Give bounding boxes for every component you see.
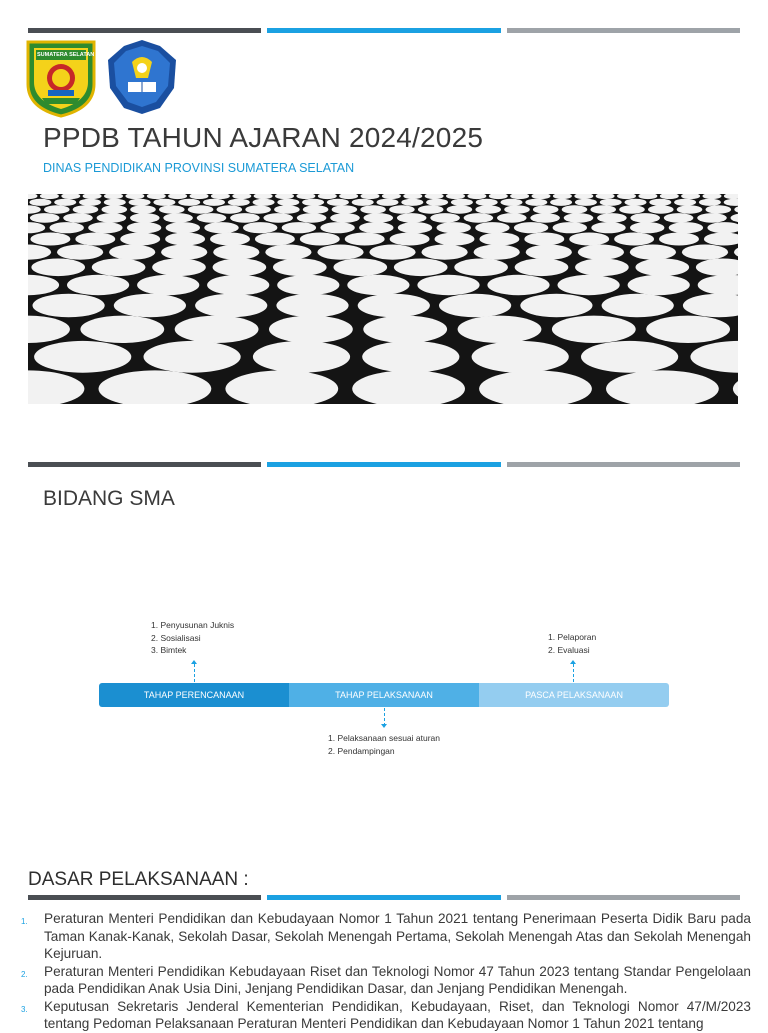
decorative-disc bbox=[161, 245, 207, 260]
decorative-disc bbox=[591, 222, 625, 233]
decorative-disc bbox=[137, 275, 199, 295]
section-accent-bar bbox=[28, 462, 740, 467]
decorative-disc bbox=[390, 233, 430, 246]
decorative-disc bbox=[203, 199, 225, 206]
decorative-disc bbox=[228, 199, 250, 206]
decorative-disc bbox=[130, 205, 156, 213]
decorative-disc bbox=[474, 245, 520, 260]
decorative-disc bbox=[320, 222, 354, 233]
decorative-disc bbox=[255, 233, 295, 246]
decorative-disc bbox=[127, 222, 161, 233]
decorative-disc bbox=[600, 199, 622, 206]
section-title-bidang-sma: BIDANG SMA bbox=[43, 487, 175, 510]
decorative-disc bbox=[649, 199, 671, 206]
note-item: 1. Pelaksanaan sesuai aturan bbox=[328, 733, 440, 743]
note-item: 2. Pendampingan bbox=[328, 745, 395, 756]
decorative-disc bbox=[558, 275, 620, 295]
decorative-disc bbox=[659, 233, 699, 246]
decorative-disc bbox=[359, 222, 393, 233]
decorative-disc bbox=[130, 213, 160, 223]
stage-perencanaan: TAHAP PERENCANAAN bbox=[99, 683, 289, 707]
decorative-disc bbox=[210, 233, 250, 246]
decorative-disc bbox=[475, 222, 509, 233]
decorative-disc bbox=[682, 245, 728, 260]
decorative-disc bbox=[114, 294, 186, 318]
decorative-disc bbox=[614, 233, 654, 246]
decorative-disc bbox=[520, 294, 592, 318]
decorative-disc bbox=[524, 233, 564, 246]
list-number: 1. bbox=[21, 917, 28, 926]
note-item: 2. Evaluasi bbox=[548, 644, 590, 655]
decorative-disc bbox=[243, 222, 277, 233]
decorative-disc bbox=[401, 199, 423, 206]
decorative-disc bbox=[358, 294, 430, 318]
decorative-disc bbox=[73, 205, 99, 213]
decorative-disc bbox=[175, 316, 259, 343]
emblem-left-text: SUMATERA SELATAN bbox=[37, 52, 95, 58]
note-item: 3. Bimtek bbox=[151, 645, 187, 655]
decorative-disc bbox=[282, 222, 316, 233]
decorative-disc bbox=[29, 199, 51, 206]
decorative-disc bbox=[330, 213, 360, 223]
decorative-disc bbox=[277, 275, 339, 295]
decorative-disc bbox=[674, 199, 696, 206]
decorative-disc bbox=[454, 259, 508, 277]
decorative-disc bbox=[97, 213, 127, 223]
decorative-disc bbox=[263, 213, 293, 223]
decorative-disc bbox=[418, 205, 444, 213]
decorative-disc bbox=[317, 245, 363, 260]
dasar-list bbox=[0, 910, 768, 1033]
decorative-disc bbox=[152, 259, 206, 277]
decorative-disc bbox=[630, 245, 676, 260]
list-number: 3. bbox=[21, 1004, 28, 1014]
decorative-disc bbox=[345, 233, 385, 246]
decorative-disc bbox=[479, 233, 519, 246]
decorative-disc bbox=[630, 222, 664, 233]
decorative-disc bbox=[435, 233, 475, 246]
decorative-disc bbox=[265, 245, 311, 260]
slide-subtitle: DINAS PENDIDIKAN PROVINSI SUMATERA SELATAN bbox=[43, 161, 355, 175]
decorative-disc bbox=[487, 275, 549, 295]
decorative-disc bbox=[195, 294, 267, 318]
decorative-disc bbox=[204, 222, 238, 233]
decorative-disc bbox=[159, 205, 185, 213]
decorative-disc bbox=[274, 205, 300, 213]
decorative-disc bbox=[619, 205, 645, 213]
decorative-photo bbox=[28, 194, 738, 404]
decorative-disc bbox=[439, 294, 511, 318]
decorative-disc bbox=[276, 294, 348, 318]
decorative-disc bbox=[57, 245, 103, 260]
decorative-disc bbox=[253, 341, 350, 373]
decorative-disc bbox=[699, 199, 721, 206]
decorative-disc bbox=[334, 259, 388, 277]
decorative-disc bbox=[178, 199, 200, 206]
decorative-disc bbox=[553, 222, 587, 233]
connector-line bbox=[573, 664, 574, 682]
decorative-disc bbox=[327, 199, 349, 206]
decorative-disc bbox=[50, 222, 84, 233]
decorative-disc bbox=[625, 199, 647, 206]
decorative-disc bbox=[67, 275, 129, 295]
decorative-disc bbox=[79, 199, 101, 206]
decorative-disc bbox=[63, 213, 93, 223]
decorative-disc bbox=[575, 199, 597, 206]
tut-wuri-handayani-emblem bbox=[104, 38, 180, 116]
decorative-disc bbox=[564, 213, 594, 223]
sumatera-selatan-emblem bbox=[24, 38, 98, 118]
decorative-disc bbox=[34, 341, 131, 373]
decorative-disc bbox=[153, 199, 175, 206]
decorative-disc bbox=[578, 245, 624, 260]
list-item bbox=[0, 998, 768, 1033]
decorative-disc bbox=[575, 259, 629, 277]
decorative-disc bbox=[514, 222, 548, 233]
decorative-disc bbox=[628, 275, 690, 295]
decorative-disc bbox=[369, 245, 415, 260]
decorative-disc bbox=[475, 205, 501, 213]
decorative-disc bbox=[120, 233, 160, 246]
decorative-disc bbox=[648, 205, 674, 213]
decorative-disc bbox=[363, 316, 447, 343]
decorative-disc bbox=[269, 316, 353, 343]
decorative-disc bbox=[230, 213, 260, 223]
notes-perencanaan bbox=[151, 619, 234, 657]
decorative-disc bbox=[437, 222, 471, 233]
decorative-disc bbox=[430, 213, 460, 223]
decorative-disc bbox=[636, 259, 690, 277]
decorative-disc bbox=[569, 233, 609, 246]
dasar-accent-bar bbox=[28, 895, 740, 900]
decorative-disc bbox=[464, 213, 494, 223]
note-item: 2. Sosialisasi bbox=[151, 632, 201, 643]
note-item: 1. Pelaporan bbox=[548, 632, 597, 642]
decorative-disc bbox=[451, 199, 473, 206]
decorative-disc bbox=[88, 222, 122, 233]
decorative-disc bbox=[360, 205, 386, 213]
decorative-disc bbox=[525, 199, 547, 206]
decorative-disc bbox=[417, 275, 479, 295]
decorative-disc bbox=[303, 205, 329, 213]
decorative-disc bbox=[54, 199, 76, 206]
decorative-disc bbox=[389, 205, 415, 213]
decorative-disc bbox=[530, 213, 560, 223]
decorative-disc bbox=[144, 341, 241, 373]
decorative-disc bbox=[33, 294, 105, 318]
decorative-disc bbox=[476, 199, 498, 206]
logos bbox=[24, 38, 180, 118]
decorative-disc bbox=[109, 245, 155, 260]
decorative-disc bbox=[646, 316, 730, 343]
list-item bbox=[0, 963, 768, 998]
decorative-disc bbox=[197, 213, 227, 223]
decorative-disc bbox=[273, 259, 327, 277]
decorative-disc bbox=[602, 294, 674, 318]
decorative-disc bbox=[526, 245, 572, 260]
list-text: Peraturan Menteri Pendidikan Kebudayaan Riset dan Teknologi Nomor 47 Tahun 2023 tentang Standar Pengelolaan pada Pendidikan Anak Usia Dini, Jenjang Pendidikan Dasar, dan Jenjang Pendidikan Menengah. bbox=[44, 963, 751, 996]
decorative-disc bbox=[397, 213, 427, 223]
decorative-disc bbox=[347, 275, 409, 295]
slide-title: PPDB TAHUN AJARAN 2024/2025 bbox=[43, 122, 484, 153]
stage-pelaksanaan: TAHAP PELAKSANAAN bbox=[289, 683, 479, 707]
decorative-disc bbox=[590, 205, 616, 213]
decorative-disc bbox=[458, 316, 542, 343]
dasar-pelaksanaan-title: DASAR PELAKSANAAN : bbox=[28, 869, 249, 890]
decorative-disc bbox=[697, 213, 727, 223]
decorative-disc bbox=[706, 205, 732, 213]
decorative-disc bbox=[562, 205, 588, 213]
stage-pasca-pelaksanaan: PASCA PELAKSANAAN bbox=[479, 683, 669, 707]
decorative-disc bbox=[552, 316, 636, 343]
decorative-disc bbox=[501, 199, 523, 206]
decorative-disc bbox=[102, 205, 128, 213]
notes-pasca bbox=[548, 631, 596, 656]
decorative-disc bbox=[80, 316, 164, 343]
decorative-disc bbox=[302, 199, 324, 206]
note-item: 1. Penyusunan Juknis bbox=[151, 620, 235, 630]
decorative-disc bbox=[166, 222, 200, 233]
decorative-disc bbox=[426, 199, 448, 206]
decorative-disc bbox=[207, 275, 269, 295]
decorative-disc bbox=[515, 259, 569, 277]
decorative-disc bbox=[245, 205, 271, 213]
decorative-disc bbox=[630, 213, 660, 223]
decorative-disc bbox=[30, 213, 60, 223]
decorative-disc bbox=[213, 245, 259, 260]
decorative-disc bbox=[597, 213, 627, 223]
decorative-disc bbox=[581, 341, 678, 373]
decorative-disc bbox=[75, 233, 115, 246]
decorative-disc bbox=[188, 205, 214, 213]
decorative-disc bbox=[447, 205, 473, 213]
list-text: Keputusan Sekretaris Jenderal Kementerian Pendidikan, Kebudayaan, Riset, dan Teknologi Nomor 47/M/2023 tentang Pedoman Pelaksanaan Peraturan Menteri Pendidikan dan Kebudayaan Nomor 1 Tahun 2021 tentang bbox=[44, 998, 751, 1031]
stage-timeline bbox=[99, 683, 669, 707]
list-text: Peraturan Menteri Pendidikan dan Kebudayaan Nomor 1 Tahun 2021 tentang Penerimaan Peserta Didik Baru pada Taman Kanak-Kanak, Sekolah Dasar, Sekolah Menengah Pertama, Sekolah Menengah Atas dan Sekolah Menengah Kejuruan. bbox=[44, 911, 751, 961]
decorative-disc bbox=[677, 205, 703, 213]
decorative-disc bbox=[92, 259, 146, 277]
decorative-disc bbox=[664, 213, 694, 223]
decorative-disc bbox=[497, 213, 527, 223]
decorative-disc bbox=[504, 205, 530, 213]
decorative-disc bbox=[300, 233, 340, 246]
arrow-down-icon bbox=[381, 724, 387, 728]
decorative-disc bbox=[213, 259, 267, 277]
decorative-disc bbox=[332, 205, 358, 213]
decorative-disc bbox=[472, 341, 569, 373]
decorative-disc bbox=[398, 222, 432, 233]
decorative-disc bbox=[377, 199, 399, 206]
decorative-disc bbox=[129, 199, 151, 206]
notes-pelaksanaan bbox=[328, 732, 440, 757]
decorative-disc bbox=[352, 199, 374, 206]
decorative-disc bbox=[163, 213, 193, 223]
decorative-disc bbox=[104, 199, 126, 206]
decorative-disc bbox=[31, 259, 85, 277]
decorative-disc bbox=[30, 233, 70, 246]
decorative-disc bbox=[550, 199, 572, 206]
decorative-disc bbox=[533, 205, 559, 213]
decorative-disc bbox=[394, 259, 448, 277]
list-item bbox=[0, 910, 768, 963]
decorative-disc bbox=[277, 199, 299, 206]
decorative-disc bbox=[297, 213, 327, 223]
top-accent-bar bbox=[28, 28, 740, 33]
decorative-disc bbox=[422, 245, 468, 260]
decorative-disc bbox=[669, 222, 703, 233]
decorative-disc bbox=[362, 341, 459, 373]
list-number: 2. bbox=[21, 969, 28, 979]
connector-line bbox=[194, 664, 195, 682]
decorative-disc bbox=[364, 213, 394, 223]
decorative-disc bbox=[253, 199, 275, 206]
decorative-disc bbox=[165, 233, 205, 246]
decorative-disc bbox=[217, 205, 243, 213]
decorative-disc bbox=[44, 205, 70, 213]
